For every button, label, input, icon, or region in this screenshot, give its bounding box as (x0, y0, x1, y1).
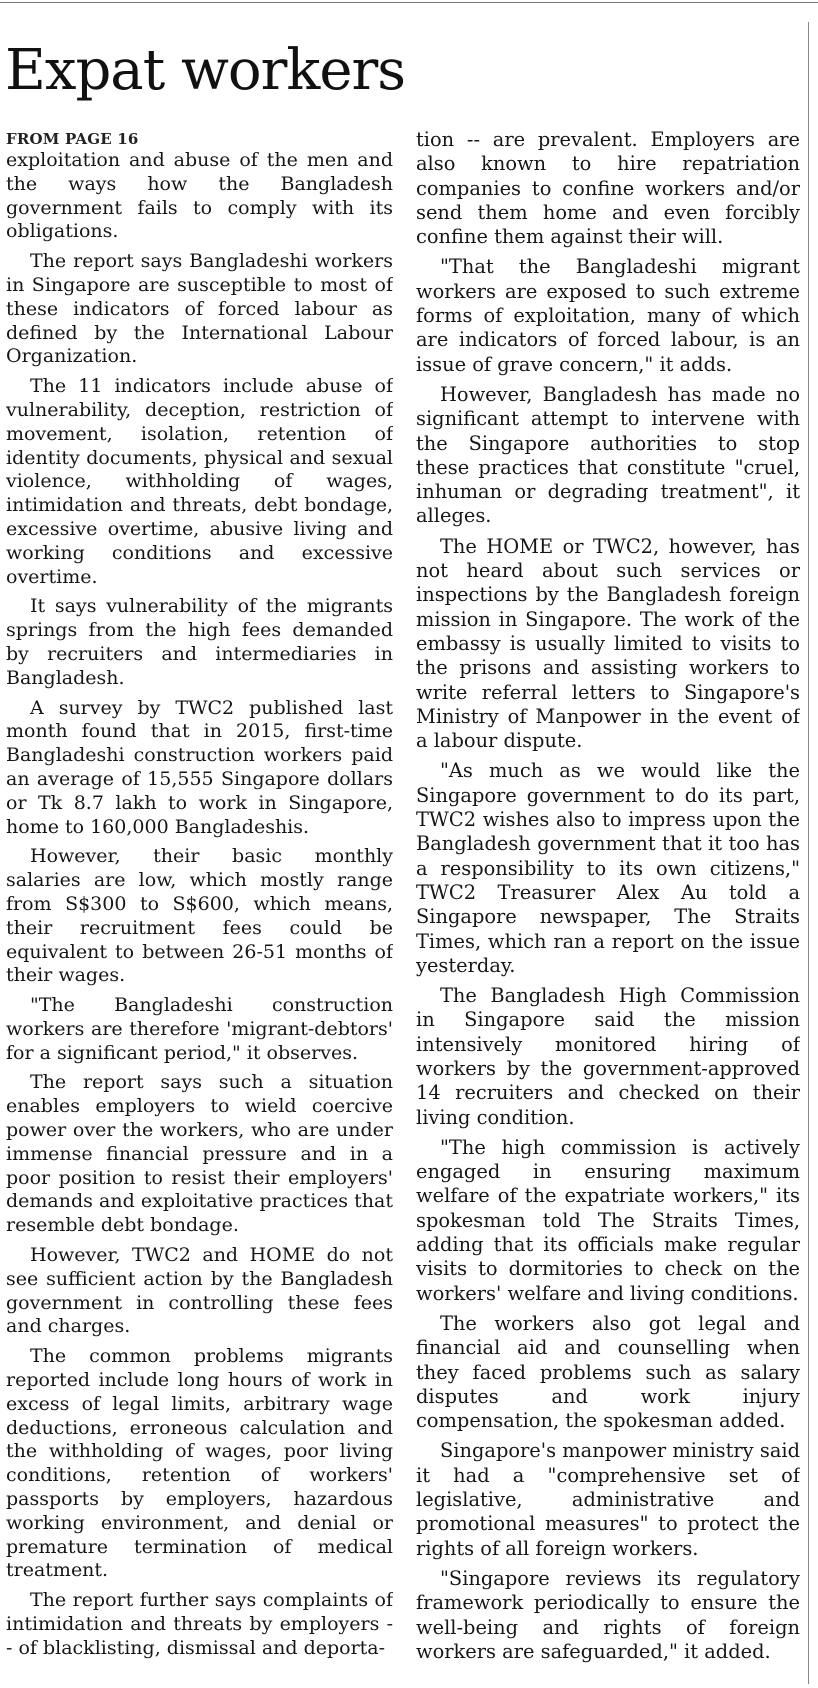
right-column-rule (808, 22, 809, 1684)
paragraph: However, TWC2 and HOME do not see sufficient action by the Bangladesh government in controlling these fees and charges. (6, 1244, 393, 1338)
paragraph: The HOME or TWC2, however, has not heard about such services or inspections by the Bangladesh foreign mission in Singapore. The work of the embassy is usually limited to visits to the prisons and assisting workers to write referral letters to Singapore's Ministry of Manpower in the event of a labour dispute. (416, 534, 800, 753)
paragraph: "As much as we would like the Singapore government to do its part, TWC2 wishes also to impress upon the Bangladesh government that it too has a responsibility to its own citizens," TWC2 Treasurer Alex Au told a Singapore newspaper, The Straits Times, which ran a report on the issue yesterday. (416, 759, 800, 977)
paragraph: "That the Bangladeshi migrant workers are exposed to such extreme forms of exploitation, many of which are indicators of forced labour, is an issue of grave concern," it adds. (416, 255, 800, 376)
paragraph: However, their basic monthly salaries are low, which mostly range from S$300 to S$600, which means, their recruitment fees could be equivalent to between 26-51 months of their wages. (6, 845, 393, 987)
paragraph: The report further says complaints of intimidation and threats by employers -- of blacklisting, dismissal and deporta- (6, 1589, 393, 1659)
paragraph: Singapore's manpower ministry said it had a "comprehensive set of legislative, administrative and promotional measures" to protect the rights of all foreign workers. (416, 1439, 800, 1560)
paragraph: The 11 indicators include abuse of vulnerability, deception, restriction of movement, isolation, retention of identity documents, physical and sexual violence, withholding of wages, intimidation and threats, debt bondage, excessive overtime, abusive living and working conditions and excessive overtime. (6, 375, 393, 588)
paragraph: The Bangladesh High Commission in Singapore said the mission intensively monitored hiring of workers by the government-approved 14 recruiters and checked on their living condition. (416, 984, 800, 1129)
paragraph: exploitation and abuse of the men and the ways how the Bangladesh government fails to comply with its obligations. (6, 149, 393, 243)
paragraph: tion -- are prevalent. Employers are also known to hire repatriation companies to confine workers and/or send them home and even forcibly confine them against their will. (416, 128, 800, 249)
paragraph: The report says such a situation enables employers to wield coercive power over the workers, who are under immense financial pressure and in a poor position to resist their employers' demands and exploitative practices that resemble debt bondage. (6, 1071, 393, 1237)
paragraph: "The Bangladeshi construction workers are therefore 'migrant-debtors' for a significant period," it observes. (6, 994, 393, 1064)
paragraph: However, Bangladesh has made no significant attempt to intervene with the Singapore authorities to stop these practices that constitute "cruel, inhuman or degrading treatment", it alleges. (416, 382, 800, 528)
right-column (416, 128, 800, 1686)
paragraph: The workers also got legal and financial aid and counselling when they faced problems such as salary disputes and work injury compensation, the spokesman added. (416, 1311, 800, 1433)
top-rule (0, 2, 818, 3)
paragraph: "The high commission is actively engaged in ensuring maximum welfare of the expatriate workers," its spokesman told The Straits Times, adding that its officials make regular visits to dormitories to check on the workers' welfare and living conditions. (416, 1135, 800, 1305)
paragraph: "Singapore reviews its regulatory framework periodically to ensure the well-being and rights of foreign workers are safeguarded," it added. (416, 1566, 800, 1663)
paragraph: The common problems migrants reported include long hours of work in excess of legal limits, arbitrary wage deductions, erroneous calculation and the withholding of wages, poor living conditions, retention of workers' passports by employers, hazardous working environment, and denial or premature termination of medical treatment. (6, 1345, 393, 1582)
paragraph: The report says Bangladeshi workers in Singapore are susceptible to most of these indicators of forced labour as defined by the International Labour Organization. (6, 250, 393, 368)
left-column (6, 130, 393, 1686)
headline: Expat workers (5, 38, 405, 103)
paragraph: It says vulnerability of the migrants springs from the high fees demanded by recruiters and intermediaries in Bangladesh. (6, 595, 393, 689)
continued-from-label: FROM PAGE 16 (6, 130, 139, 148)
paragraph: A survey by TWC2 published last month found that in 2015, first-time Bangladeshi construction workers paid an average of 15,555 Singapore dollars or Tk 8.7 lakh to work in Singapore, home to 160,000 Bangladeshis. (6, 696, 393, 838)
